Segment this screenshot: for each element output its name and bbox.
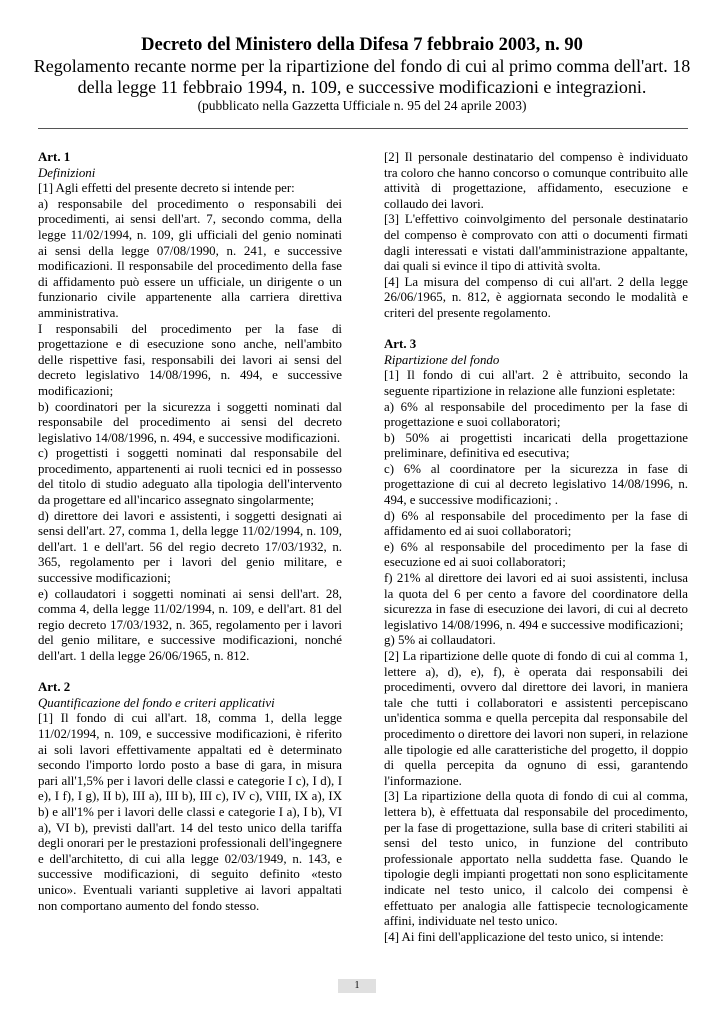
paragraph: [3] La ripartizione della quota di fondo di cui al comma, lettera b), è effettuata dal responsabile del procedimento, per la fase di progettazione, sulla base di criteri stabiliti ai sensi del testo unico, in funzione del contributo professionale apportato nella suddetta fase. Quando le tipologie degli impianti progettati non sono esplicitamente indicate nel testo unico, il calcolo dei compensi è effettuato per analogia alle fattispecie tecnologicamente affini, individuate nel testo unico. bbox=[384, 789, 688, 929]
paragraph: g) 5% ai collaudatori. bbox=[384, 633, 496, 648]
paragraph: c) progettisti i soggetti nominati dal responsabile del procedimento, appartenenti ai ruoli tecnici ed in possesso del titolo di studio adeguato alla tipologia dell'intervento da progettare ed all'incarico assegnato singolarmente; bbox=[38, 446, 342, 508]
paragraph: b) coordinatori per la sicurezza i soggetti nominati dal responsabile del procedimento ai sensi del decreto legislativo 14/08/1996, n. 494, e successive modificazioni. bbox=[38, 399, 342, 445]
article-heading: Art. 3 bbox=[384, 337, 417, 352]
publication-note: (pubblicato nella Gazzetta Ufficiale n. 95 del 24 aprile 2003) bbox=[197, 98, 527, 113]
article-subheading: Quantificazione del fondo e criteri applicativi bbox=[38, 695, 275, 710]
paragraph: b) 50% ai progettisti incaricati della progettazione preliminare, definitiva ed esecutiva; bbox=[384, 430, 688, 461]
paragraph: [4] Ai fini dell'applicazione del testo unico, si intende: bbox=[384, 929, 664, 944]
page-number: 1 bbox=[338, 979, 376, 993]
paragraph: c) 6% al coordinatore per la sicurezza in fase di progettazione di cui al decreto legislativo 14/08/1996, n. 494, e successive modificazioni; . bbox=[384, 461, 688, 508]
paragraph: a) responsabile del procedimento o responsabili dei procedimenti, ai sensi dell'art. 7, secondo comma, della legge 11/02/1994, n. 109, gli ufficiali del genio nominati ai sensi della legge 07/08/1990, n. 241, e successive modificazioni. Il responsabile del procedimento della fase di affidamento può essere un ufficiale, un dirigente o un funzionario civile appartenente alla carriera direttiva amministrativa. bbox=[38, 196, 342, 320]
paragraph: I responsabili del procedimento per la fase di progettazione e di esecuzione sono anche, nell'ambito delle rispettive fasi, responsabili dei lavori ai sensi del decreto legislativo 14/08/1996, n. 494, e successive modificazioni; bbox=[38, 321, 342, 398]
article-heading: Art. 1 bbox=[38, 150, 71, 164]
decree-subtitle: Regolamento recante norme per la ripartizione del fondo di cui al primo comma dell'art. 18 della legge 11 febbraio 1994, n. 109, e successive modificazioni e integrazioni. bbox=[33, 56, 691, 97]
paragraph: [2] Il personale destinatario del compenso è individuato tra coloro che hanno concorso o comunque contribuito alle attività di progettazione, affidamento, esecuzione e collaudo dei lavori. bbox=[384, 150, 688, 211]
section-spacer bbox=[38, 665, 342, 681]
paragraph: [1] Il fondo di cui all'art. 18, comma 1, della legge 11/02/1994, n. 109, e successive modificazioni, è riferito ai soli lavori effettivamente appaltati ed è determinato secondo l'importo lordo posto a base di gara, in misura pari all'1,5% per i lavori delle classi e categorie I c), I d), I e), I f), I g), II b), III a), III b), III c), IV c), VIII, IX a), IX b) e all'1% per i lavori delle classi e categorie I a), I b), VI a), VI b), previsti dall'art. 14 del testo unico della tariffa degli onorari per le prestazioni professionali dell'ingegnere e dell'architetto, di cui alla legge 02/03/1949, n. 143, e successive modificazioni, di seguito definito «testo unico». Eventuali varianti suppletive ai lavori appaltati non comportano aumento del fondo stesso. bbox=[38, 711, 342, 913]
document-header bbox=[30, 34, 694, 114]
paragraph: [4] La misura del compenso di cui all'art. 2 della legge 26/06/1965, n. 812, è aggiornata secondo le modalità e criteri del presente regolamento. bbox=[384, 274, 688, 320]
header-divider bbox=[38, 128, 688, 129]
paragraph: [2] La ripartizione delle quote di fondo di cui al comma 1, lettere a), d), e), f), è operata dai responsabili dei procedimenti, ovvero dal direttore dei lavori, in maniera tale che tutti i collaboratori e assistenti percepiscano un'identica somma e quella percepita dal responsabile del procedimento o direttore dei lavori non superi, in relazione alle tipologie ed alle caratteristiche del progetto, il doppio di quella percepita da ognuno di essi, garantendo l'informazione. bbox=[384, 649, 688, 788]
paragraph: [1] Agli effetti del presente decreto si intende per: bbox=[38, 181, 295, 196]
paragraph: f) 21% al direttore dei lavori ed ai suoi assistenti, inclusa la quota del 6 per cento a favore del coordinatore della sicurezza in fase di esecuzione dei lavori, di cui al decreto legislativo 14/08/1996, n. 494 e successive modificazioni; bbox=[384, 571, 688, 632]
paragraph: e) 6% al responsabile del procedimento per la fase di esecuzione ed ai suoi collaboratori; bbox=[384, 539, 688, 570]
article-heading: Art. 2 bbox=[38, 680, 71, 695]
left-text-column bbox=[38, 150, 342, 914]
paragraph: a) 6% al responsabile del procedimento per la fase di progettazione e suoi collaboratori; bbox=[384, 399, 688, 430]
paragraph: d) direttore dei lavori e assistenti, i soggetti designati ai sensi dell'art. 27, comma 1, della legge 11/02/1994, n. 109, dell'art. 1 e dell'art. 56 del regio decreto 17/03/1932, n. 365, regolamento per i lavori del genio militare, e successive modificazioni; bbox=[38, 508, 342, 586]
decree-title: Decreto del Ministero della Difesa 7 febbraio 2003, n. 90 bbox=[141, 35, 583, 55]
section-spacer bbox=[384, 322, 688, 338]
right-text-column bbox=[384, 150, 688, 945]
paragraph: [1] Il fondo di cui all'art. 2 è attribuito, secondo la seguente ripartizione in relazione alle funzioni espletate: bbox=[384, 368, 688, 398]
paragraph: d) 6% al responsabile del procedimento per la fase di affidamento ed ai suoi collaboratori; bbox=[384, 508, 688, 539]
paragraph: [3] L'effettivo coinvolgimento del personale destinatario del compenso è comprovato con atti o documenti firmati dagli interessati e vistati dall'amministrazione appaltante, dai quali si evince il tipo di attività svolta. bbox=[384, 212, 688, 274]
article-subheading: Definizioni bbox=[38, 165, 96, 180]
article-subheading: Ripartizione del fondo bbox=[384, 352, 500, 367]
paragraph: e) collaudatori i soggetti nominati ai sensi dell'art. 28, comma 4, della legge 11/02/1994, n. 109, e dell'art. 81 del regio decreto 17/03/1932, n. 365, regolamento per i lavori del genio militare, e successive modificazioni, nonché dell'art. 1 della legge 26/06/1965, n. 812. bbox=[38, 586, 342, 663]
